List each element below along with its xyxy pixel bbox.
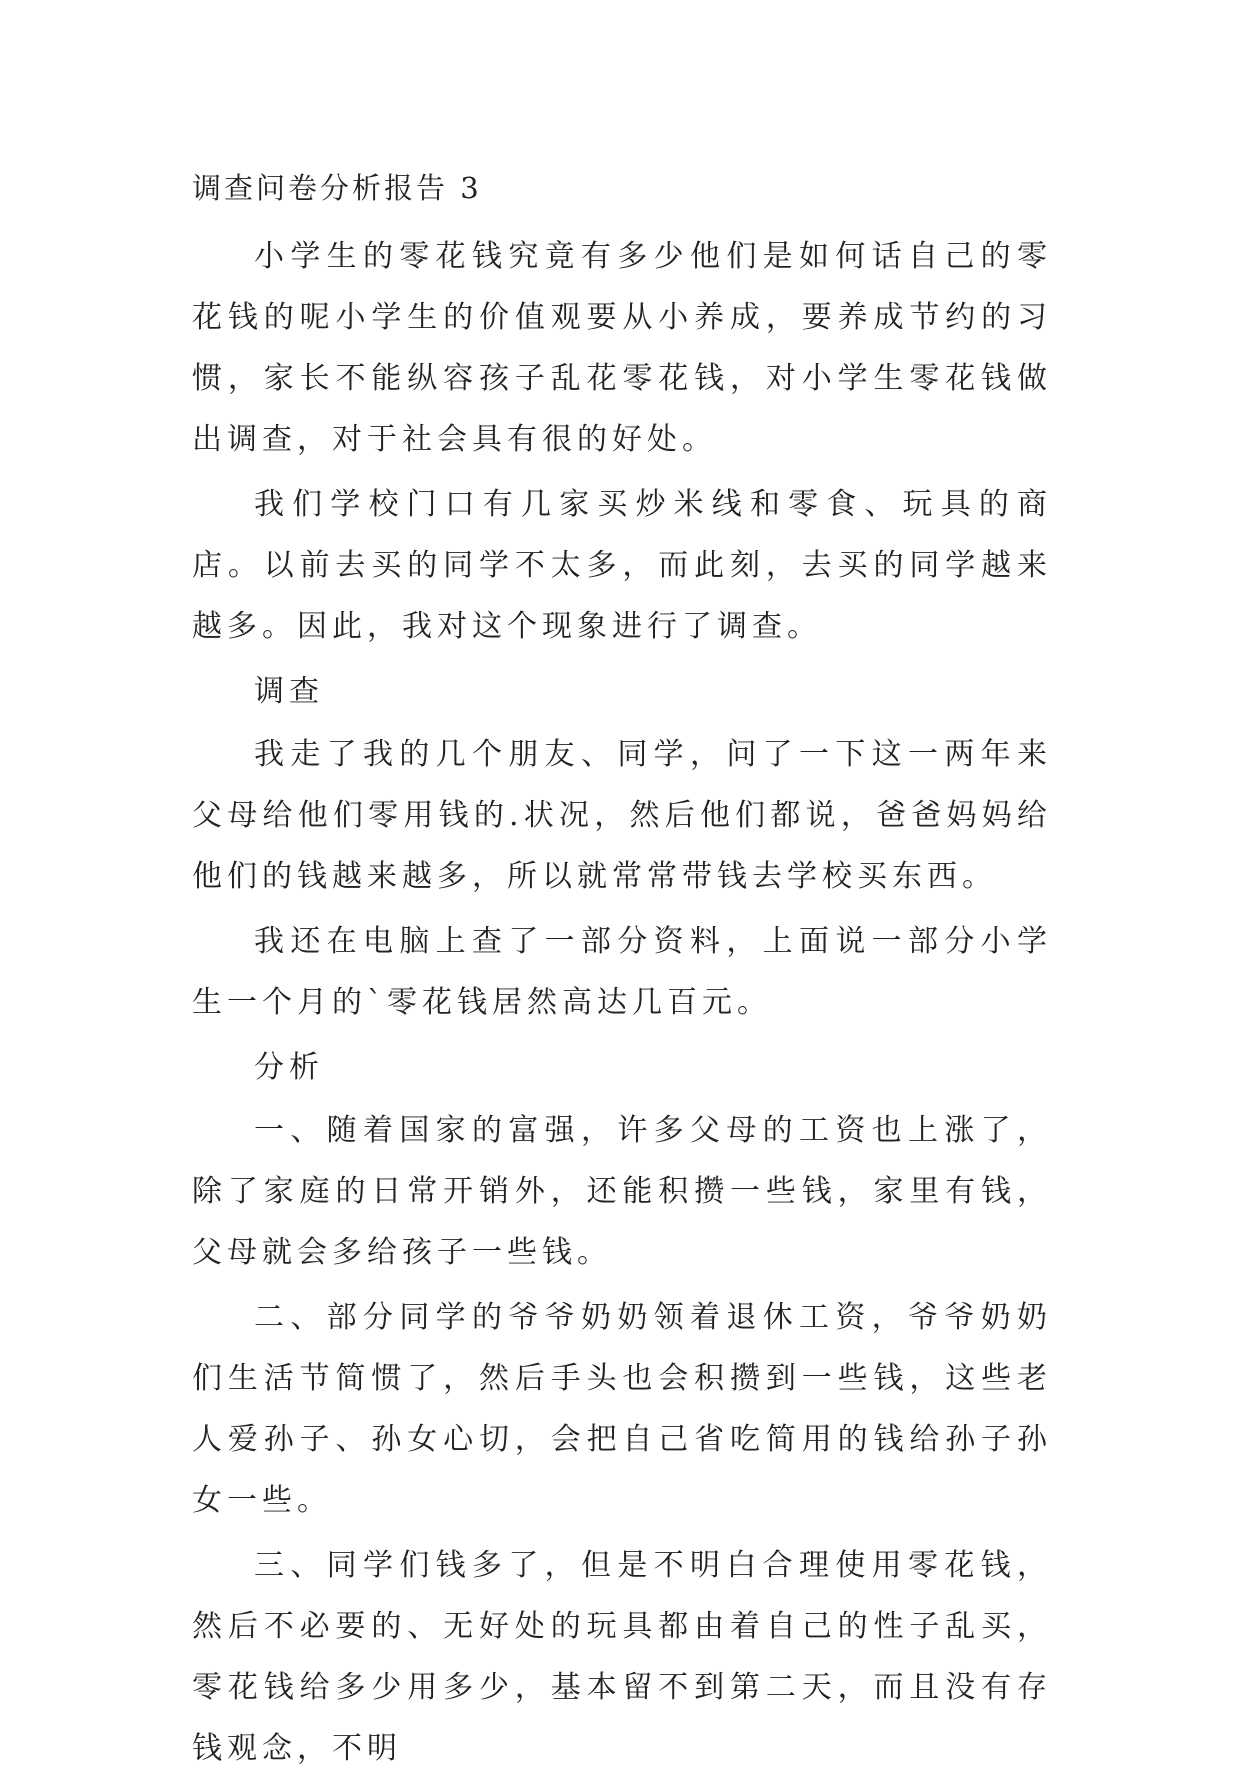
document-page <box>192 160 1052 1783</box>
section-heading-survey: 调查 <box>254 674 324 709</box>
paragraph-intro: 小学生的零花钱究竟有多少他们是如何话自己的零花钱的呢小学生的价值观要从小养成，要养成节约的习惯，家长不能纵容孩子乱花零花钱，对小学生零花钱做出调查，对于社会具有很的好处。 <box>192 239 1052 457</box>
paragraph-analysis-2: 二、部分同学的爷爷奶奶领着退休工资，爷爷奶奶们生活节简惯了，然后手头也会积攒到一些钱，这些老人爱孙子、孙女心切，会把自己省吃简用的钱给孙子孙女一些。 <box>192 1300 1052 1518</box>
document-title: 调查问卷分析报告 3 <box>192 171 482 205</box>
section-heading-analysis: 分析 <box>254 1050 324 1085</box>
paragraph-background: 我们学校门口有几家买炒米线和零食、玩具的商店。以前去买的同学不太多，而此刻，去买的同学越来越多。因此，我对这个现象进行了调查。 <box>192 487 1052 644</box>
paragraph-analysis-3: 三、同学们钱多了，但是不明白合理使用零花钱，然后不必要的、无好处的玩具都由着自己的性子乱买，零花钱给多少用多少，基本留不到第二天，而且没有存钱观念，不明 <box>192 1548 1052 1766</box>
paragraph-analysis-1: 一、随着国家的富强，许多父母的工资也上涨了，除了家庭的日常开销外，还能积攒一些钱，家里有钱，父母就会多给孩子一些钱。 <box>192 1113 1052 1270</box>
paragraph-survey-friends: 我走了我的几个朋友、同学，问了一下这一两年来父母给他们零用钱的.状况，然后他们都说，爸爸妈妈给他们的钱越来越多，所以就常常带钱去学校买东西。 <box>192 737 1052 894</box>
paragraph-survey-research: 我还在电脑上查了一部分资料，上面说一部分小学生一个月的`零花钱居然高达几百元。 <box>192 924 1052 1020</box>
